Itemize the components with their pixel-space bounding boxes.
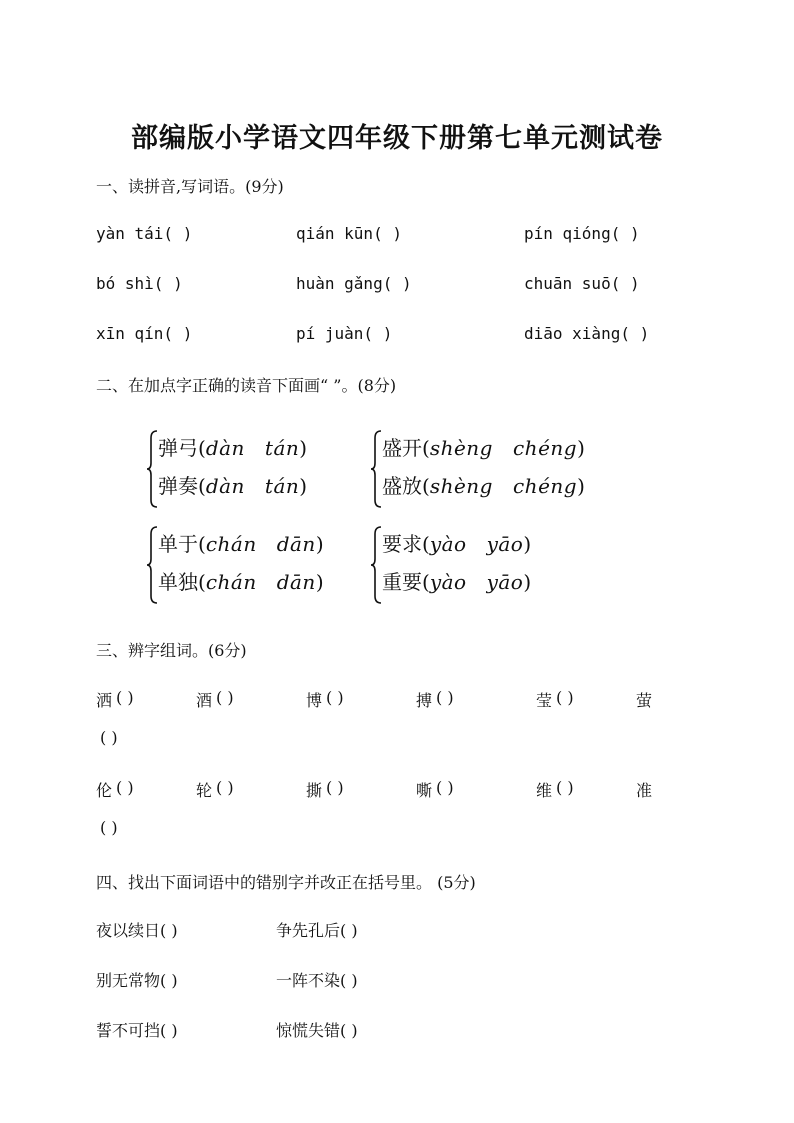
character: 莹 [536,691,553,710]
word-pair-row [96,688,706,712]
answer-paren: ( ) [116,688,134,707]
pronunciation-group [146,524,376,608]
pronunciation-line: 单于(chán dān) [158,532,324,556]
answer-paren: ( ) [436,688,454,707]
character: 洒 [96,691,113,710]
pronunciation-line: 重要(yào yāo) [382,570,532,594]
pinyin-row [96,224,716,248]
pinyin-item: bó shì( ) [96,274,183,293]
character: 准 [636,781,653,800]
character: 萤 [636,691,653,710]
pinyin-option: shèng [429,474,493,498]
answer-paren: ( ) [326,778,344,797]
word: 单独 [158,570,198,594]
pronunciation-line: 盛放(shèng chéng) [382,474,585,498]
typo-item: 一阵不染( ) [276,971,358,990]
pinyin-item: xīn qín( ) [96,324,193,343]
word: 弹奏 [158,474,198,498]
pinyin-option: yāo [486,570,524,594]
answer-paren: ( ) [100,728,118,747]
pronunciation-group [370,524,600,608]
typo-item: 夜以续日( ) [96,921,178,940]
pinyin-item: pín qióng( ) [524,224,640,243]
pinyin-option: chéng [512,436,578,460]
typo-item: 誓不可挡( ) [96,1021,178,1040]
brace-icon [146,430,158,508]
word: 要求 [382,532,422,556]
answer-paren: ( ) [216,688,234,707]
pronunciation-group [146,428,376,512]
section4-heading: 四、找出下面词语中的错别字并改正在括号里。 (5分) [96,873,476,892]
pinyin-option: dàn [205,474,245,498]
character: 维 [536,781,553,800]
pinyin-option: chéng [512,474,578,498]
answer-paren: ( ) [556,778,574,797]
answer-paren: ( ) [436,778,454,797]
section1-heading: 一、读拼音,写词语。(9分) [96,177,284,196]
pinyin-item: diāo xiàng( ) [524,324,650,343]
character: 酒 [196,691,213,710]
word: 盛放 [382,474,422,498]
typo-row [96,1018,496,1042]
pronunciation-line: 盛开(shèng chéng) [382,436,585,460]
pinyin-option: tán [264,436,300,460]
pinyin-item: yàn tái( ) [96,224,193,243]
pinyin-option: shèng [429,436,493,460]
word-pair-row [96,778,706,802]
pronunciation-line: 弹奏(dàn tán) [158,474,308,498]
brace-icon [370,526,382,604]
character: 搏 [416,691,433,710]
pinyin-option: chán [205,532,257,556]
typo-item: 别无常物( ) [96,971,178,990]
pinyin-row [96,274,716,298]
pronunciation-group [370,428,630,512]
pinyin-item: chuān suō( ) [524,274,640,293]
section2-heading: 二、在加点字正确的读音下面画“ ”。(8分) [96,376,397,395]
pinyin-item: qián kūn( ) [296,224,402,243]
typo-item: 争先孔后( ) [276,921,358,940]
character: 轮 [196,781,213,800]
page-title: 部编版小学语文四年级下册第七单元测试卷 [131,123,663,154]
answer-paren: ( ) [326,688,344,707]
character: 博 [306,691,323,710]
answer-paren: ( ) [216,778,234,797]
pinyin-option: tán [264,474,300,498]
answer-paren: ( ) [100,818,118,837]
pinyin-option: chán [205,570,257,594]
character: 嘶 [416,781,433,800]
pinyin-option: dàn [205,436,245,460]
character: 撕 [306,781,323,800]
word: 弹弓 [158,436,198,460]
pinyin-option: yāo [486,532,524,556]
pinyin-item: pí juàn( ) [296,324,393,343]
pronunciation-line: 要求(yào yāo) [382,532,532,556]
word: 重要 [382,570,422,594]
answer-paren: ( ) [556,688,574,707]
pinyin-option: dān [276,570,316,594]
word: 盛开 [382,436,422,460]
pronunciation-line: 弹弓(dàn tán) [158,436,308,460]
pinyin-option: yào [429,570,467,594]
section3-heading: 三、辨字组词。(6分) [96,641,247,660]
brace-icon [146,526,158,604]
typo-row [96,968,496,992]
answer-paren: ( ) [116,778,134,797]
pinyin-item: huàn gǎng( ) [296,274,412,293]
typo-row [96,918,496,942]
typo-item: 惊慌失错( ) [276,1021,358,1040]
pinyin-option: yào [429,532,467,556]
pronunciation-line: 单独(chán dān) [158,570,324,594]
word: 单于 [158,532,198,556]
pinyin-row [96,324,716,348]
brace-icon [370,430,382,508]
character: 伦 [96,781,113,800]
pinyin-option: dān [276,532,316,556]
